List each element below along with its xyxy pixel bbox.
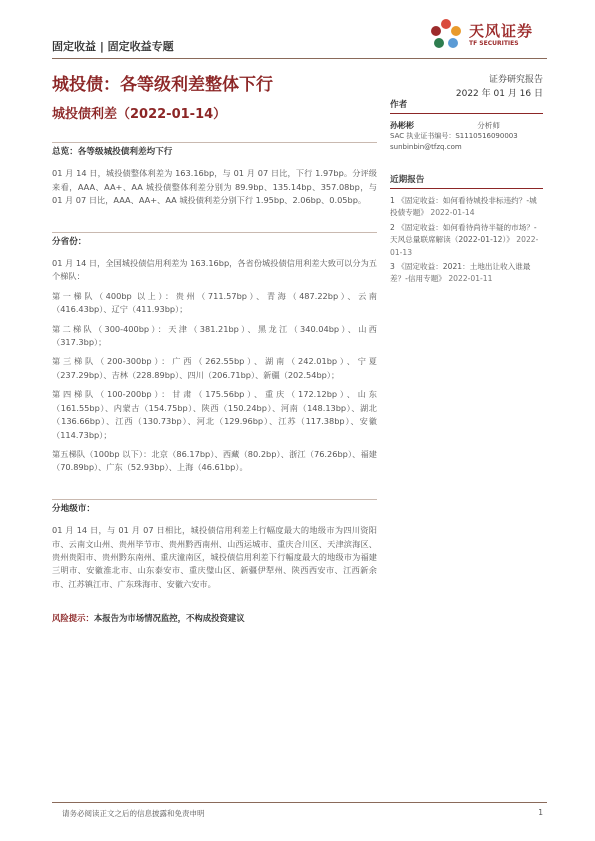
author-role: 分析师 (477, 121, 500, 130)
page-title: 城投债：各等级利差整体下行 (52, 75, 273, 95)
overview-paragraph: 01 月 14 日，城投债整体利差为 163.16bp，与 01 月 07 日比，下行 1.97bp。分评级来看，AAA、AA+、AA 城投债整体利差分别为 89.9bp、135.14bp、357.08bp，与 01 月 07 日比，AAA、AA+、AA 城投债利差分别下行 1.95bp、2.06bp、0.05bp。 (52, 168, 377, 206)
city-heading-text: 分地级市： (52, 503, 95, 514)
logo-text-en: TF SECURITIES (469, 40, 519, 47)
tier-paragraph: 第三梯队（200-300bp）：广西（262.55bp）、湖南（242.01bp）、宁夏（237.29bp）、吉林（228.89bp）、四川（206.71bp）、新疆（202.54bp）； (52, 356, 377, 380)
report-link[interactable]: 3 《固定收益：2021：土地出让收入谁最差？-信用专题》 (390, 262, 531, 284)
logo-text-cn: 天风证券 (469, 22, 534, 40)
tier-paragraph: 第四梯队（100-200bp）：甘肃（175.56bp）、重庆（172.12bp）、山东（161.55bp）、内蒙古（154.75bp）、陕西（150.24bp）、河南（148.13bp）、湖北（136.66bp）、江西（130.73bp）、河北（129.96bp）、江苏（117.38bp）、安徽（114.73bp）； (52, 389, 377, 440)
company-logo (427, 16, 547, 56)
province-heading (52, 232, 377, 249)
section-divider (52, 232, 377, 233)
province-intro: 01 月 14 日，全国城投债信用利差为 163.16bp，各省份城投债信用利差大致可以分为五个梯队： (52, 258, 377, 282)
tier-paragraph: 第五梯队（100bp 以下）：北京（86.17bp）、西藏（80.2bp）、浙江（76.26bp）、福建（70.89bp）、广东（52.93bp）、上海（46.61bp）。 (52, 448, 377, 473)
report-category: 固定收益 | 固定收益专题 (52, 40, 174, 53)
footer-divider (52, 802, 547, 803)
risk-label: 风险提示： (52, 613, 94, 623)
list-item[interactable] (390, 222, 543, 259)
sidebar (390, 98, 543, 288)
city-paragraph: 01 月 14 日，与 01 月 07 日相比，城投债信用利差上行幅度最大的地级市为四川资阳市、云南文山州、贵州毕节市、贵州黔西南州、山西运城市、重庆合川区、天津滨海区、贵州贵阳市、贵州黔东南州、重庆潼南区，城投债信用利差下行幅度最大的地级市为福建三明市、安徽淮北市、山东泰安市、重庆璧山区、新疆伊犁州、陕西西安市、江西新余市、江苏镇江市、广东珠海市、安徽六安市。 (52, 525, 377, 589)
report-date-stamp: 2022-01-13 (390, 235, 539, 257)
footer-disclaimer: 请务必阅读正文之后的信息披露和免责申明 (62, 809, 205, 818)
author-name: 孙彬彬 (390, 121, 414, 130)
author-row (390, 120, 500, 131)
author-email[interactable]: sunbinbin@tfzq.com (390, 143, 462, 151)
section-divider (52, 499, 377, 500)
author-cert: SAC 执业证书编号：S1110516090003 (390, 132, 518, 140)
province-heading-text: 分省份： (52, 236, 87, 247)
list-item[interactable] (390, 261, 543, 286)
page-subtitle: 城投债利差（2022-01-14） (52, 107, 227, 122)
tier-paragraph: 第一梯队（400bp 以上）：贵州（711.57bp）、青海（487.22bp）、云南（416.43bp）、辽宁（411.93bp）； (52, 290, 377, 315)
recent-reports-heading: 近期报告 (390, 173, 543, 189)
report-link[interactable]: 1 《固定收益：如何看待城投非标违约？-城投债专题》 (390, 196, 537, 218)
page-number: 1 (538, 808, 543, 817)
flower-logo-icon (427, 16, 465, 54)
overview-heading (52, 142, 377, 159)
report-date-stamp: 2022-01-14 (430, 208, 475, 218)
main-content (52, 142, 377, 597)
section-divider (52, 142, 377, 143)
risk-text: 本报告为市场情况监控，不构成投资建议 (93, 613, 245, 623)
header-divider (52, 58, 547, 59)
report-date-stamp: 2022-01-11 (448, 274, 493, 284)
report-type: 证券研究报告 (488, 75, 543, 85)
report-date: 2022 年 01 月 16 日 (455, 89, 543, 99)
risk-notice (52, 612, 547, 624)
author-heading: 作者 (390, 98, 543, 114)
report-link[interactable]: 2 《固定收益：如何看待尚待半疑的市场？-天风总量联席解读（2022-01-12）》 (390, 222, 537, 245)
recent-reports-list (390, 195, 543, 286)
city-heading (52, 499, 377, 516)
tier-paragraph: 第二梯队（300-400bp）：天津（381.21bp）、黑龙江（340.04bp）、山西（317.3bp）； (52, 323, 377, 348)
overview-heading-text: 总览：各等级城投债利差均下行 (52, 147, 173, 157)
list-item[interactable] (390, 195, 543, 220)
